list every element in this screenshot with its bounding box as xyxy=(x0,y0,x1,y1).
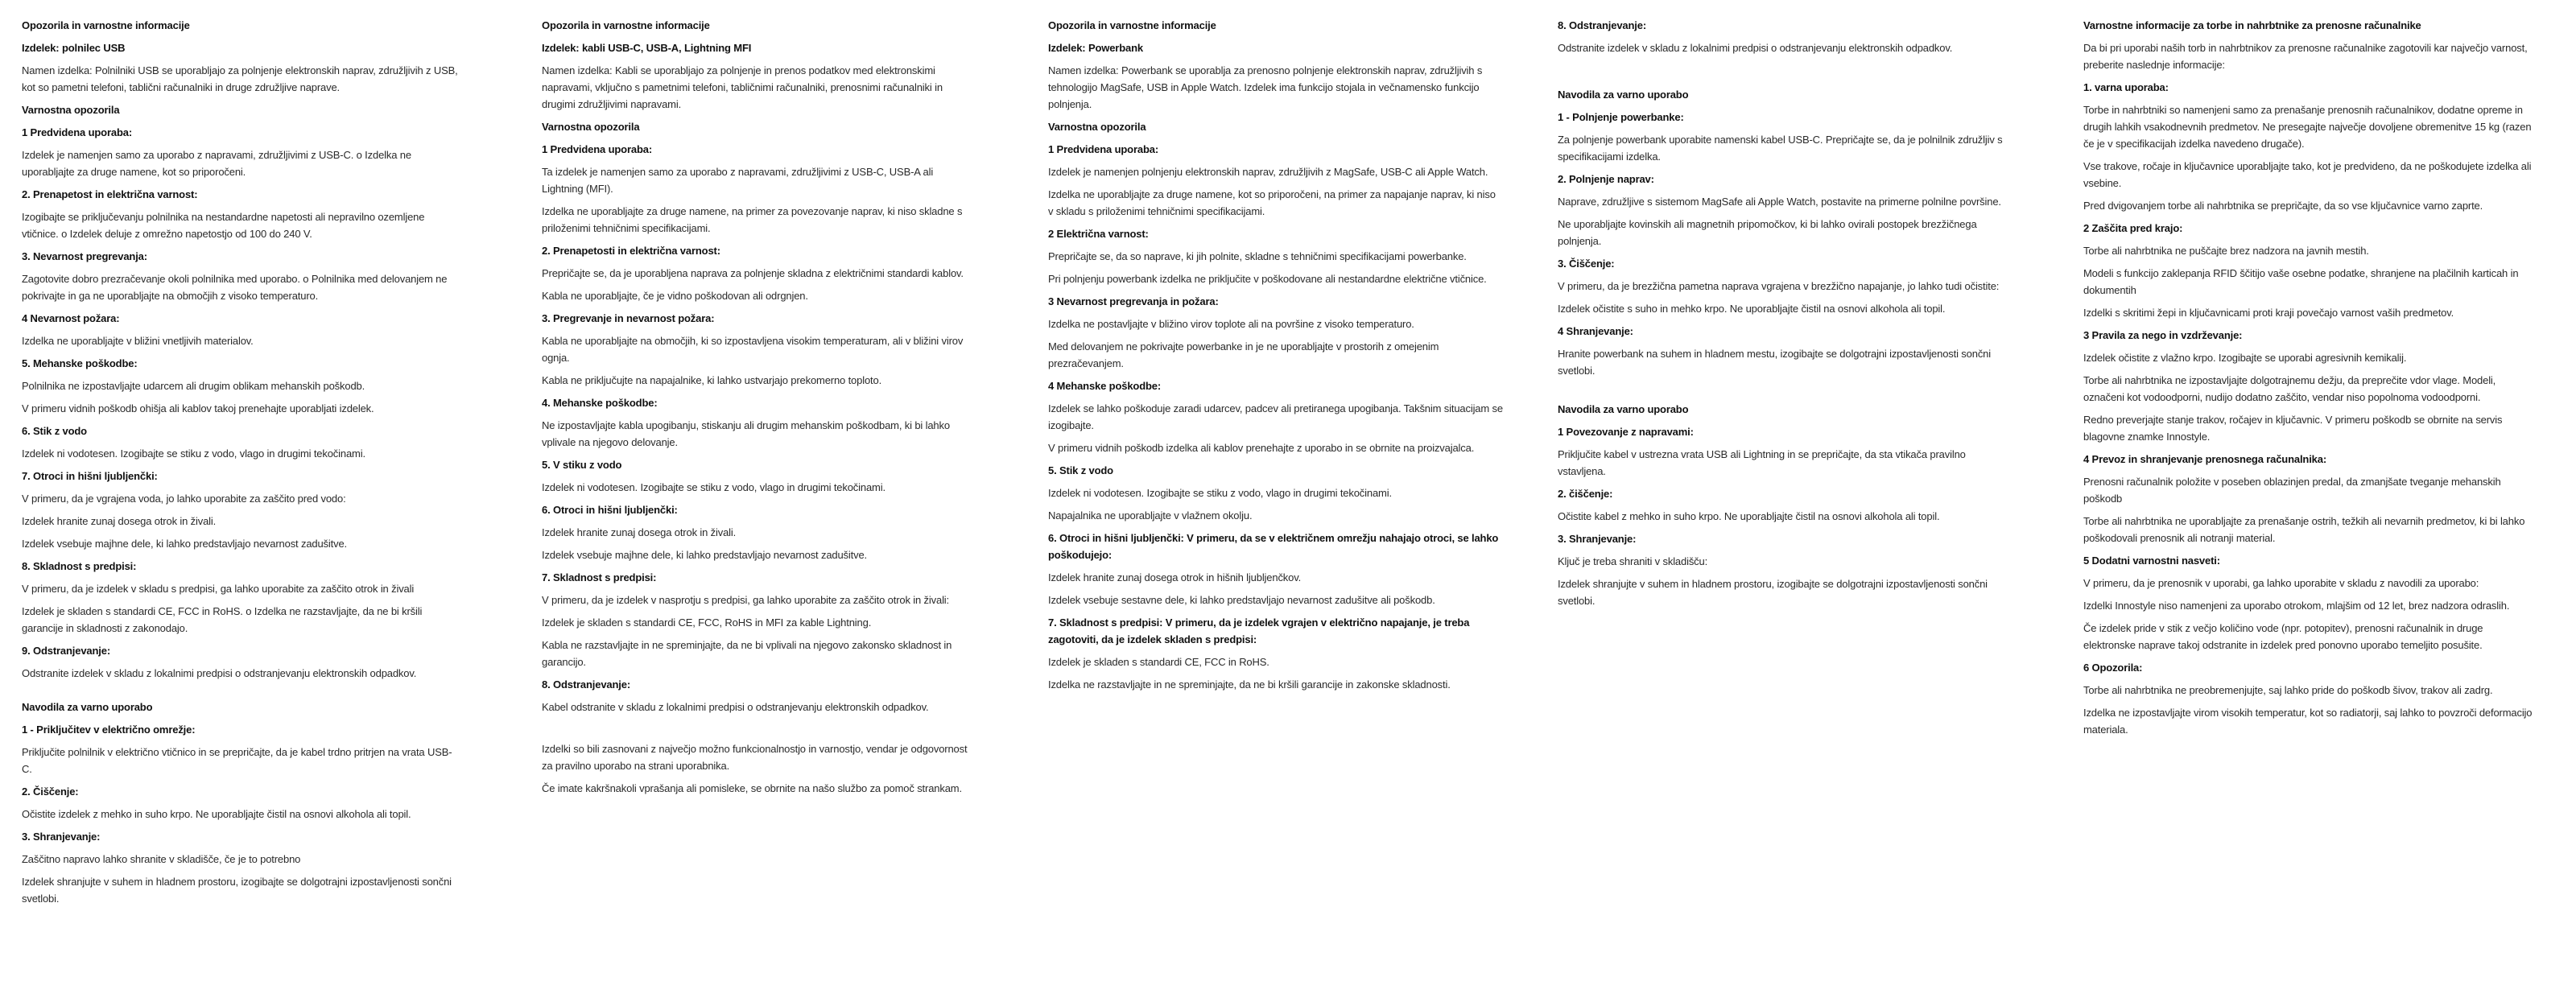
paragraph: Kabla ne uporabljajte na območjih, ki so izpostavljena visokim temperaturam, ali v bližini virov ognja. xyxy=(542,335,964,364)
section-heading: Navodila za varno uporabo xyxy=(1558,89,1689,101)
section-heading: 1 - Polnjenje powerbanke: xyxy=(1558,111,1684,123)
section-heading: 4. Mehanske poškodbe: xyxy=(542,397,658,409)
paragraph: V primeru, da je vgrajena voda, jo lahko uporabite za zaščito pred vodo: xyxy=(22,493,346,505)
section-heading: 3. Shranjevanje: xyxy=(22,831,101,843)
section-heading: 1 Predvidena uporaba: xyxy=(22,126,133,138)
section-heading: 1 Povezovanje z napravami: xyxy=(1558,426,1694,438)
paragraph: Izdelka ne postavljajte v bližino virov toplote ali na površine z visoko temperaturo. xyxy=(1048,318,1414,330)
paragraph: Polnilnika ne izpostavljajte udarcem ali drugim oblikam mehanskih poškodb. xyxy=(22,380,365,392)
section-heading: 2. Prenapetost in električna varnost: xyxy=(22,188,198,200)
paragraph: Če izdelek pride v stik z večjo količino vode (npr. potopitev), prenosni računalnik in druge elektronske naprave takoj odstranite in izdelek pred ponovno uporabo temeljito posušite. xyxy=(2083,622,2483,651)
section-heading: 2 Električna varnost: xyxy=(1048,228,1149,240)
spacer xyxy=(22,687,460,699)
paragraph: Namen izdelka: Kabli se uporabljajo za polnjenje in prenos podatkov med elektronskimi napravami, vključno s pametnimi telefoni, tabličnimi računalniki, prenosnimi računalniki in drugimi združljivimi napravami. xyxy=(542,64,943,110)
section-heading: Opozorila in varnostne informacije xyxy=(22,19,190,31)
section-heading: 1 Predvidena uporaba: xyxy=(1048,143,1159,155)
section-heading: 5 Dodatni varnostni nasveti: xyxy=(2083,555,2220,567)
section-heading: Varnostna opozorila xyxy=(1048,121,1146,133)
section-heading: Izdelek: kabli USB-C, USB-A, Lightning MFI xyxy=(542,42,752,54)
section-heading: 7. Skladnost s predpisi: xyxy=(542,571,657,583)
paragraph: V primeru, da je izdelek v nasprotju s predpisi, ga lahko uporabite za zaščito otrok in živali: xyxy=(542,594,950,606)
paragraph: Med delovanjem ne pokrivajte powerbanke in je ne uporabljajte v prostorih z omejenim prezračevanjem. xyxy=(1048,340,1439,369)
paragraph: Ne izpostavljajte kabla upogibanju, stiskanju ali drugim mehanskim poškodbam, ki bi lahko vplivale na njegovo delovanje. xyxy=(542,419,950,448)
column-usb-charger xyxy=(22,17,460,913)
section-heading: Izdelek: polnilec USB xyxy=(22,42,126,54)
paragraph: Priključite polnilnik v električno vtičnico in se prepričajte, da je kabel trdno pritrjen na vrata USB-C. xyxy=(22,746,452,775)
section-heading: 3 Nevarnost pregrevanja in požara: xyxy=(1048,295,1219,307)
paragraph: Kabel odstranite v skladu z lokalnimi predpisi o odstranjevanju elektronskih odpadkov. xyxy=(542,701,929,713)
section-heading: 7. Skladnost s predpisi: V primeru, da je izdelek vgrajen v električno napajanje, je treba zagotoviti, da je izdelek skladen s predpisi: xyxy=(1048,616,1470,645)
paragraph: Izdelek se lahko poškoduje zaradi udarcev, padcev ali pretiranega upogibanja. Takšnim situacijam se izogibajte. xyxy=(1048,402,1503,431)
paragraph: Izdelek vsebuje majhne dele, ki lahko predstavljajo nevarnost zadušitve. xyxy=(22,538,347,550)
section-heading: 2 Zaščita pred krajo: xyxy=(2083,222,2183,234)
paragraph: Torbe ali nahrbtnika ne preobremenjujte, saj lahko pride do poškodb šivov, trakov ali zadrg. xyxy=(2083,684,2493,696)
paragraph: Izdelek ni vodotesen. Izogibajte se stiku z vodo, vlago in drugimi tekočinami. xyxy=(22,447,365,460)
paragraph: Zagotovite dobro prezračevanje okoli polnilnika med uporabo. o Polnilnika med delovanjem ne pokrivajte in ga ne uporabljajte na območjih z visoko temperaturo. xyxy=(22,273,448,302)
section-heading: 8. Odstranjevanje: xyxy=(542,678,631,691)
section-heading: 2. čiščenje: xyxy=(1558,488,1613,500)
paragraph: Izdelka ne izpostavljajte virom visokih temperatur, kot so radiatorji, saj lahko to povzroči deformacijo materiala. xyxy=(2083,707,2533,736)
paragraph: Izdelek hranite zunaj dosega otrok in hišnih ljubljenčkov. xyxy=(1048,571,1302,583)
paragraph: Izdelek očistite z vlažno krpo. Izogibajte se uporabi agresivnih kemikalij. xyxy=(2083,352,2407,364)
paragraph: Namen izdelka: Powerbank se uporablja za prenosno polnjenje elektronskih naprav, združljivih s tehnologijo MagSafe, USB in Apple Watch. Izdelek ima funkcijo stojala in večnamensko funkcijo polnjenja. xyxy=(1048,64,1483,110)
column-laptop-bags xyxy=(2083,17,2534,744)
paragraph: V primeru, da je prenosnik v uporabi, ga lahko uporabite v skladu z navodili za uporabo: xyxy=(2083,577,2479,589)
section-heading: 1. varna uporaba: xyxy=(2083,81,2169,93)
paragraph: Redno preverjajte stanje trakov, ročajev in ključavnic. V primeru poškodb se obrnite na servis blagovne znamke Innostyle. xyxy=(2083,414,2503,443)
paragraph: Ključ je treba shraniti v skladišču: xyxy=(1558,555,1708,567)
section-heading: 9. Odstranjevanje: xyxy=(22,645,111,657)
section-heading: 6. Otroci in hišni ljubljenčki: V primeru, da se v električnem omrežju nahajajo otroci, se lahko poškodujejo: xyxy=(1048,532,1499,561)
paragraph: Prenosni računalnik položite v poseben oblazinjen predal, da zmanjšate tveganje mehanskih poškodb xyxy=(2083,476,2501,505)
paragraph: Priključite kabel v ustrezna vrata USB ali Lightning in se prepričajte, da sta vtikača pravilno vstavljena. xyxy=(1558,448,1966,477)
paragraph: Kabla ne priključujte na napajalnike, ki lahko ustvarjajo prekomerno toploto. xyxy=(542,374,882,386)
column-cables xyxy=(542,17,968,802)
section-heading: 1 Predvidena uporaba: xyxy=(542,143,653,155)
section-heading: Varnostna opozorila xyxy=(542,121,640,133)
section-heading: 5. Stik z vodo xyxy=(1048,464,1113,476)
section-heading: Varnostna opozorila xyxy=(22,104,120,116)
paragraph: Izdelka ne uporabljajte za druge namene, na primer za povezovanje naprav, ki niso skladne s priloženimi tehničnimi specifikacijami. xyxy=(542,205,963,234)
section-heading: 8. Odstranjevanje: xyxy=(1558,19,1647,31)
paragraph: Za polnjenje powerbank uporabite namenski kabel USB-C. Prepričajte se, da je polnilnik združljiv s specifikacijami izdelka. xyxy=(1558,134,2003,163)
paragraph: Hranite powerbank na suhem in hladnem mestu, izogibajte se dolgotrajni izpostavljenosti sončni svetlobi. xyxy=(1558,348,1991,377)
section-heading: 4 Prevoz in shranjevanje prenosnega računalnika: xyxy=(2083,453,2327,465)
paragraph: Kabla ne uporabljajte, če je vidno poškodovan ali odrgnjen. xyxy=(542,290,808,302)
paragraph: Izdelek hranite zunaj dosega otrok in živali. xyxy=(22,515,217,527)
section-heading: Varnostne informacije za torbe in nahrbtnike za prenosne računalnike xyxy=(2083,19,2421,31)
section-heading: 2. Prenapetosti in električna varnost: xyxy=(542,245,720,257)
paragraph: Izdelek je skladen s standardi CE, FCC in RoHS. o Izdelka ne razstavljajte, da ne bi kršili garancije in skladnosti z zakonodajo. xyxy=(22,605,423,634)
paragraph: V primeru, da je brezžična pametna naprava vgrajena v brezžično napajanje, jo lahko tudi očistite: xyxy=(1558,280,2000,292)
paragraph: Prepričajte se, da je uporabljena naprava za polnjenje skladna z električnimi standardi kablov. xyxy=(542,267,964,279)
paragraph: Izdelek je skladen s standardi CE, FCC, RoHS in MFI za kable Lightning. xyxy=(542,616,872,629)
paragraph: Modeli s funkcijo zaklepanja RFID ščitijo vaše osebne podatke, shranjene na plačilnih karticah in dokumentih xyxy=(2083,267,2519,296)
section-heading: Navodila za varno uporabo xyxy=(1558,403,1689,415)
paragraph: Izdelka ne uporabljajte za druge namene, kot so priporočeni, na primer za napajanje naprav, ki niso v skladu s priloženimi tehničnimi specifikacijami. xyxy=(1048,188,1496,217)
paragraph: Očistite izdelek z mehko in suho krpo. Ne uporabljajte čistil na osnovi alkohola ali topil. xyxy=(22,808,411,820)
paragraph: Odstranite izdelek v skladu z lokalnimi predpisi o odstranjevanju elektronskih odpadkov. xyxy=(1558,42,1953,54)
paragraph: Izdelek shranjujte v suhem in hladnem prostoru, izogibajte se dolgotrajni izpostavljenosti sončni svetlobi. xyxy=(22,876,452,905)
paragraph: V primeru, da je izdelek v skladu s predpisi, ga lahko uporabite za zaščito otrok in živali xyxy=(22,583,415,595)
section-heading: 3. Shranjevanje: xyxy=(1558,533,1637,545)
paragraph: Napajalnika ne uporabljajte v vlažnem okolju. xyxy=(1048,509,1253,522)
spacer xyxy=(542,721,968,740)
section-heading: 7. Otroci in hišni ljubljenčki: xyxy=(22,470,158,482)
paragraph: Izdelek ni vodotesen. Izogibajte se stiku z vodo, vlago in drugimi tekočinami. xyxy=(542,481,886,493)
paragraph: Kabla ne razstavljajte in ne spreminjajte, da ne bi vplivali na njegovo zakonsko skladnost in garancijo. xyxy=(542,639,952,668)
paragraph: Izdelek očistite s suho in mehko krpo. Ne uporabljajte čistil na osnovi alkohola ali topil. xyxy=(1558,303,1946,315)
paragraph: Izdelek hranite zunaj dosega otrok in živali. xyxy=(542,526,737,538)
paragraph: Izdelek shranjujte v suhem in hladnem prostoru, izogibajte se dolgotrajni izpostavljenosti sončni svetlobi. xyxy=(1558,578,1988,607)
paragraph: Torbe ali nahrbtnika ne uporabljajte za prenašanje ostrih, težkih ali nevarnih predmetov, ki bi lahko poškodovali prenosnik ali notranji material. xyxy=(2083,515,2525,544)
paragraph: Očistite kabel z mehko in suho krpo. Ne uporabljajte čistil na osnovi alkohola ali topil. xyxy=(1558,510,1940,522)
section-heading: Navodila za varno uporabo xyxy=(22,701,153,713)
section-heading: Opozorila in varnostne informacije xyxy=(1048,19,1216,31)
section-heading: 5. Mehanske poškodbe: xyxy=(22,357,138,369)
paragraph: Pri polnjenju powerbank izdelka ne priključite v poškodovane ali nestandardne električne vtičnice. xyxy=(1048,273,1487,285)
paragraph: Torbe ali nahrbtnika ne izpostavljajte dolgotrajnemu dežju, da preprečite vdor vlage. Modeli, označeni kot vodoodporni, nudijo dodatno zaščito, vendar niso popolnoma vodoodporni. xyxy=(2083,374,2496,403)
column-powerbank xyxy=(1048,17,1503,699)
section-heading: 6. Otroci in hišni ljubljenčki: xyxy=(542,504,678,516)
section-heading: 2. Polnjenje naprav: xyxy=(1558,173,1654,185)
section-heading: 1 - Priključitev v električno omrežje: xyxy=(22,724,196,736)
section-heading: Izdelek: Powerbank xyxy=(1048,42,1143,54)
section-heading: Opozorila in varnostne informacije xyxy=(542,19,710,31)
paragraph: Ne uporabljajte kovinskih ali magnetnih pripomočkov, ki bi lahko ovirali postopek brezžičnega polnjenja. xyxy=(1558,218,1977,247)
section-heading: 5. V stiku z vodo xyxy=(542,459,622,471)
paragraph: V primeru vidnih poškodb ohišja ali kablov takoj prenehajte uporabljati izdelek. xyxy=(22,402,374,414)
paragraph: Da bi pri uporabi naših torb in nahrbtnikov za prenosne računalnike zagotovili kar največjo varnost, preberite naslednje informacije: xyxy=(2083,42,2528,71)
paragraph: Izdelek ni vodotesen. Izogibajte se stiku z vodo, vlago in drugimi tekočinami. xyxy=(1048,487,1392,499)
paragraph: V primeru vidnih poškodb izdelka ali kablov prenehajte z uporabo in se obrnite na proizvajalca. xyxy=(1048,442,1475,454)
paragraph: Izdelek vsebuje sestavne dele, ki lahko predstavljajo nevarnost zadušitve ali poškodb. xyxy=(1048,594,1435,606)
paragraph: Izogibajte se priključevanju polnilnika na nestandardne napetosti ali nepravilno ozemljene vtičnice. o Izdelek deluje z omrežno napetostjo od 100 do 240 V. xyxy=(22,211,425,240)
section-heading: 6 Opozorila: xyxy=(2083,662,2143,674)
paragraph: Če imate kakršnakoli vprašanja ali pomisleke, se obrnite na našo službo za pomoč strankam. xyxy=(542,782,962,794)
paragraph: Izdelek vsebuje majhne dele, ki lahko predstavljajo nevarnost zadušitve. xyxy=(542,549,867,561)
section-heading: 3. Čiščenje: xyxy=(1558,258,1615,270)
paragraph: Izdelki s skritimi žepi in ključavnicami proti kraji povečajo varnost vaših predmetov. xyxy=(2083,307,2454,319)
section-heading: 3. Pregrevanje in nevarnost požara: xyxy=(542,312,715,324)
paragraph: Izdelka ne razstavljajte in ne spreminjajte, da ne bi kršili garancije in zakonske skladnosti. xyxy=(1048,678,1451,691)
paragraph: Izdelek je namenjen polnjenju elektronskih naprav, združljivih z MagSafe, USB-C ali Apple Watch. xyxy=(1048,166,1488,178)
paragraph: Izdelki Innostyle niso namenjeni za uporabo otrokom, mlajšim od 12 let, brez nadzora odraslih. xyxy=(2083,600,2510,612)
paragraph: Odstranite izdelek v skladu z lokalnimi predpisi o odstranjevanju elektronskih odpadkov. xyxy=(22,667,417,679)
section-heading: 4 Mehanske poškodbe: xyxy=(1048,380,1162,392)
paragraph: Vse trakove, ročaje in ključavnice uporabljajte tako, kot je predvideno, da ne poškodujete izdelka ali vsebine. xyxy=(2083,160,2532,189)
paragraph: Torbe ali nahrbtnika ne puščajte brez nadzora na javnih mestih. xyxy=(2083,245,2369,257)
section-heading: 6. Stik z vodo xyxy=(22,425,87,437)
section-heading: 3. Nevarnost pregrevanja: xyxy=(22,250,147,262)
section-heading: 4 Nevarnost požara: xyxy=(22,312,120,324)
paragraph: Ta izdelek je namenjen samo za uporabo z napravami, združljivimi z USB-C, USB-A ali Lightning (MFI). xyxy=(542,166,934,195)
paragraph: Torbe in nahrbtniki so namenjeni samo za prenašanje prenosnih računalnikov, dodatne opreme in drugih lahkih vsakodnevnih predmetov. Ne presegajte največje dovoljene obremenitve 15 kg (razen če je v specifikacijah izdelka navedeno drugače). xyxy=(2083,104,2532,150)
column-powerbank-continued xyxy=(1558,17,2013,615)
paragraph: Namen izdelka: Polnilniki USB se uporabljajo za polnjenje elektronskih naprav, združljivih z USB, kot so pametni telefoni, tablični računalniki in druge združljive naprave. xyxy=(22,64,458,93)
paragraph: Izdelek je namenjen samo za uporabo z napravami, združljivimi z USB-C. o Izdelka ne uporabljajte za druge namene, kot so priporočeni. xyxy=(22,149,411,178)
paragraph: Pred dvigovanjem torbe ali nahrbtnika se prepričajte, da so vse ključavnice varno zaprte. xyxy=(2083,200,2483,212)
paragraph: Prepričajte se, da so naprave, ki jih polnite, skladne s tehničnimi specifikacijami powerbanke. xyxy=(1048,250,1467,262)
paragraph: Zaščitno napravo lahko shranite v skladišče, če je to potrebno xyxy=(22,853,301,865)
paragraph: Izdelki so bili zasnovani z največjo možno funkcionalnostjo in varnostjo, vendar je odgovornost za pravilno uporabo na strani uporabnika. xyxy=(542,743,968,772)
section-heading: 8. Skladnost s predpisi: xyxy=(22,560,137,572)
spacer xyxy=(1558,62,2013,86)
section-heading: 2. Čiščenje: xyxy=(22,785,79,798)
paragraph: Izdelek je skladen s standardi CE, FCC in RoHS. xyxy=(1048,656,1269,668)
section-heading: 4 Shranjevanje: xyxy=(1558,325,1633,337)
spacer xyxy=(1558,385,2013,401)
paragraph: Naprave, združljive s sistemom MagSafe ali Apple Watch, postavite na primerne polnilne površine. xyxy=(1558,196,2001,208)
paragraph: Izdelka ne uporabljajte v bližini vnetljivih materialov. xyxy=(22,335,254,347)
section-heading: 3 Pravila za nego in vzdrževanje: xyxy=(2083,329,2243,341)
